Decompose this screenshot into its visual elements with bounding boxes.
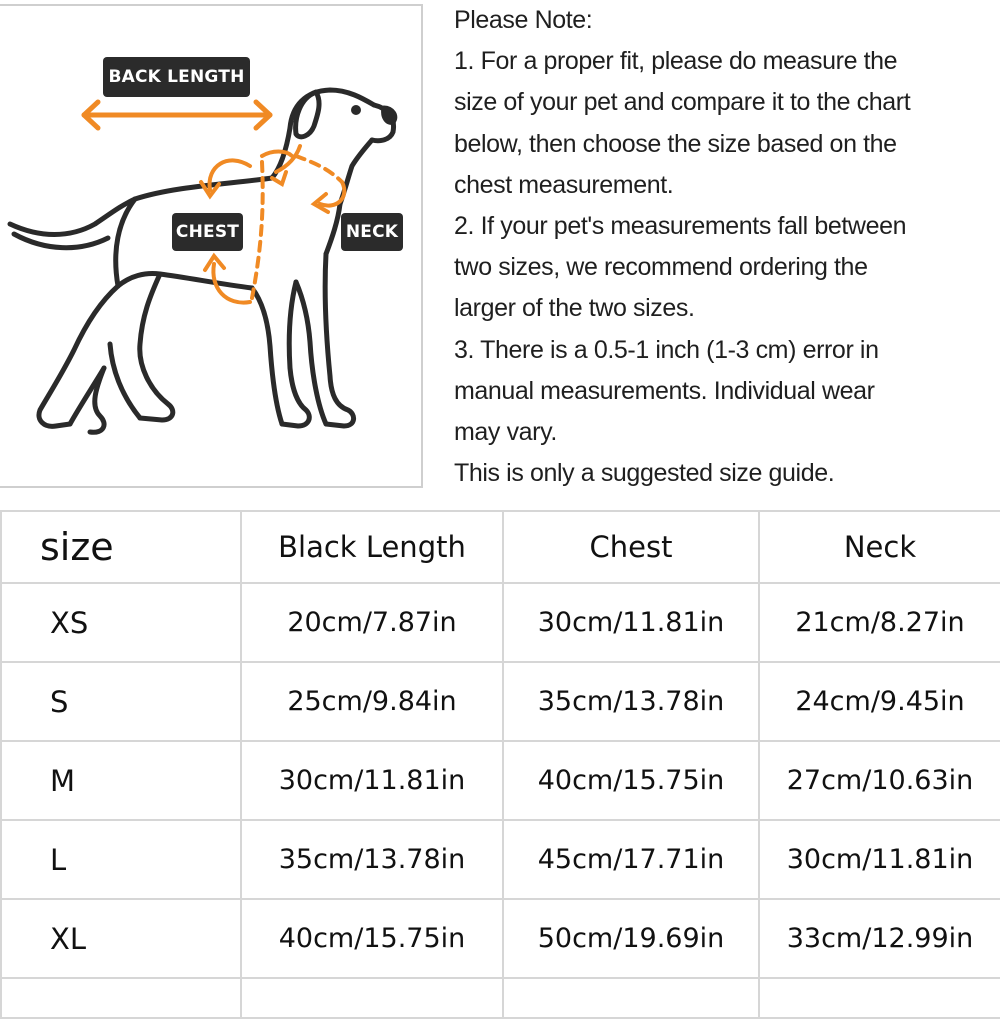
chest-cell: 40cm/15.75in [503, 741, 759, 820]
notes-line: larger of the two sizes. [454, 294, 695, 323]
chest-cell: 50cm/19.69in [503, 899, 759, 978]
neck-cell: 27cm/10.63in [759, 741, 1000, 820]
empty-cell [503, 978, 759, 1018]
size-cell: XL [1, 899, 241, 978]
table-row [1, 583, 1000, 662]
notes-line: 3. There is a 0.5-1 inch (1-3 cm) error in [454, 335, 879, 364]
table-row [1, 899, 1000, 978]
measurement-diagram [0, 4, 423, 488]
size-chart-table [0, 510, 1000, 1019]
back-length-cell: 40cm/15.75in [241, 899, 503, 978]
neck-column-header: Neck [759, 511, 1000, 583]
notes-line: below, then choose the size based on the [454, 129, 897, 158]
neck-cell: 24cm/9.45in [759, 662, 1000, 741]
notes-line: chest measurement. [454, 170, 674, 199]
back-length-cell: 20cm/7.87in [241, 583, 503, 662]
chest-cell: 35cm/13.78in [503, 662, 759, 741]
notes-line: manual measurements. Individual wear [454, 376, 875, 405]
table-row-cutoff [1, 978, 1000, 1018]
table-row [1, 662, 1000, 741]
chest-label: CHEST [172, 213, 243, 251]
notes-line: may vary. [454, 418, 557, 447]
empty-cell [759, 978, 1000, 1018]
chest-cell: 30cm/11.81in [503, 583, 759, 662]
table-row [1, 820, 1000, 899]
notes-line: size of your pet and compare it to the chart [454, 88, 911, 117]
neck-cell: 21cm/8.27in [759, 583, 1000, 662]
neck-cell: 33cm/12.99in [759, 899, 1000, 978]
table-header-row [1, 511, 1000, 583]
notes-line: 2. If your pet's measurements fall between [454, 212, 907, 241]
notes-disclaimer: This is only a suggested size guide. [454, 459, 835, 488]
neck-measure-arrow [276, 146, 344, 212]
notes-line: two sizes, we recommend ordering the [454, 253, 868, 282]
back-length-cell: 30cm/11.81in [241, 741, 503, 820]
back-length-cell: 35cm/13.78in [241, 820, 503, 899]
size-cell: L [1, 820, 241, 899]
notes-line: 1. For a proper fit, please do measure the [454, 47, 898, 76]
empty-cell [241, 978, 503, 1018]
neck-label: NECK [341, 213, 403, 251]
size-column-header: size [1, 511, 241, 583]
back-length-cell: 25cm/9.84in [241, 662, 503, 741]
back-length-column-header: Black Length [241, 511, 503, 583]
size-cell: S [1, 662, 241, 741]
notes-heading: Please Note: [454, 6, 593, 34]
size-cell: XS [1, 583, 241, 662]
dog-silhouette [10, 90, 395, 432]
table-row [1, 741, 1000, 820]
back-length-arrow [84, 102, 270, 128]
neck-cell: 30cm/11.81in [759, 820, 1000, 899]
back-length-label: BACK LENGTH [103, 57, 250, 97]
chest-cell: 45cm/17.71in [503, 820, 759, 899]
sizing-notes [454, 0, 994, 494]
chest-column-header: Chest [503, 511, 759, 583]
empty-cell [1, 978, 241, 1018]
size-cell: M [1, 741, 241, 820]
